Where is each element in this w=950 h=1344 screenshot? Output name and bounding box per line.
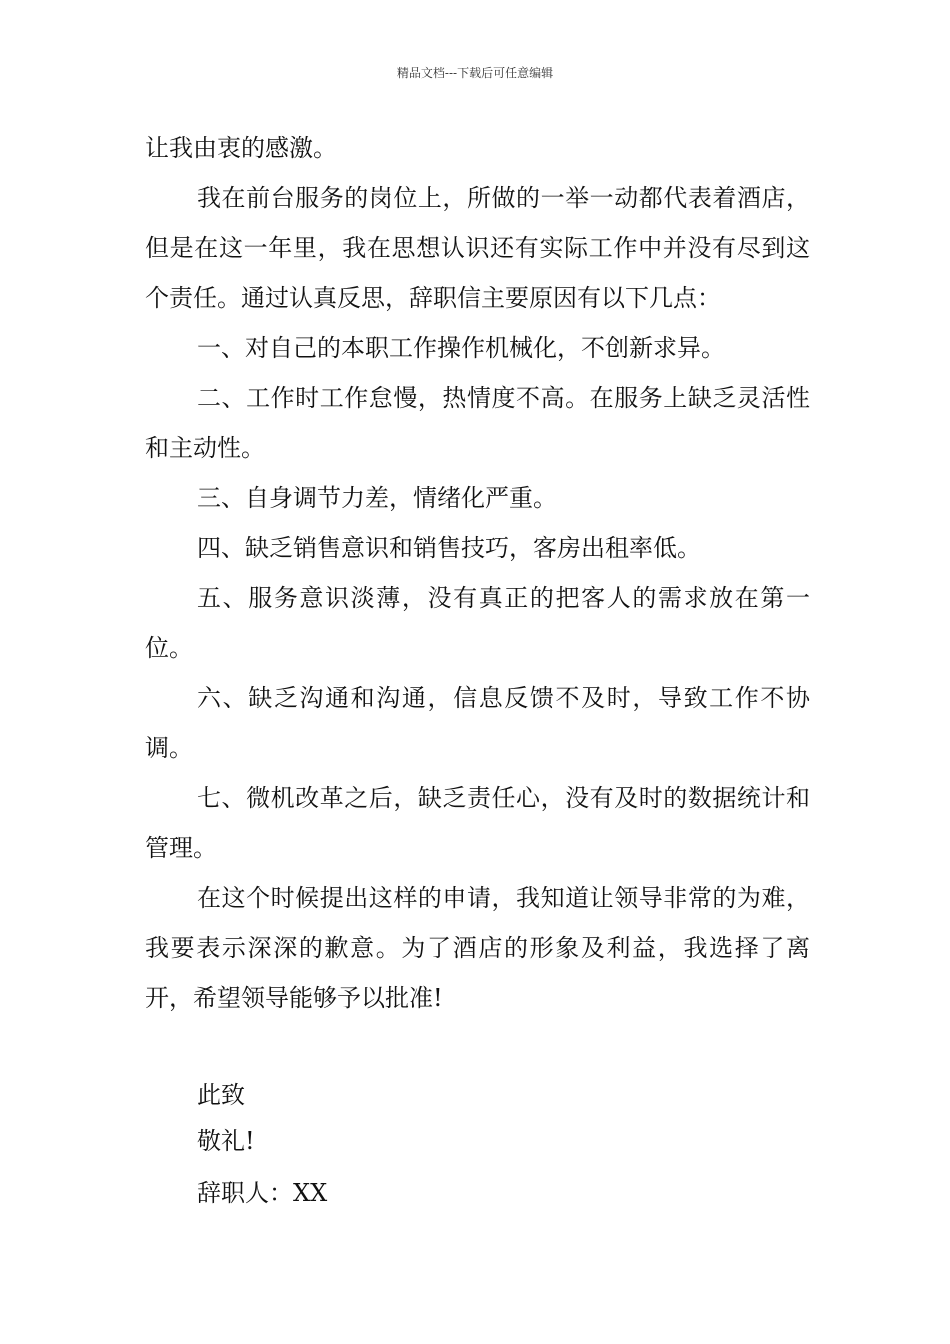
reason-item-1: 一、对自己的本职工作操作机械化，不创新求异。 — [197, 334, 725, 362]
paragraph-conclusion: 在这个时候提出这样的申请，我知道让领导非常的为难，我要表示深深的歉意。为了酒店的形象及利益，我选择了离开，希望领导能够予以批准! — [145, 884, 810, 1012]
signature: 辞职人：XX — [197, 1179, 328, 1207]
page-header: 精品文档---下载后可任意编辑 — [396, 66, 554, 80]
reason-item-3: 三、自身调节力差，情绪化严重。 — [197, 484, 557, 512]
paragraph-intro: 我在前台服务的岗位上，所做的一举一动都代表着酒店，但是在这一年里，我在思想认识还有实际工作中并没有尽到这个责任。通过认真反思，辞职信主要原因有以下几点： — [145, 184, 810, 312]
paragraph-continuation: 让我由衷的感激。 — [145, 134, 337, 162]
closing-greeting: 此致 — [197, 1081, 245, 1109]
letter-body — [145, 123, 810, 1023]
reason-item-4: 四、缺乏销售意识和销售技巧，客房出租率低。 — [197, 534, 701, 562]
reason-item-5: 五、服务意识淡薄，没有真正的把客人的需求放在第一位。 — [145, 584, 810, 662]
reason-item-2: 二、工作时工作怠慢，热情度不高。在服务上缺乏灵活性和主动性。 — [145, 384, 810, 462]
reason-item-7: 七、微机改革之后，缺乏责任心，没有及时的数据统计和管理。 — [145, 784, 810, 862]
closing-salute: 敬礼! — [197, 1127, 255, 1155]
reason-item-6: 六、缺乏沟通和沟通，信息反馈不及时，导致工作不协调。 — [145, 684, 810, 762]
